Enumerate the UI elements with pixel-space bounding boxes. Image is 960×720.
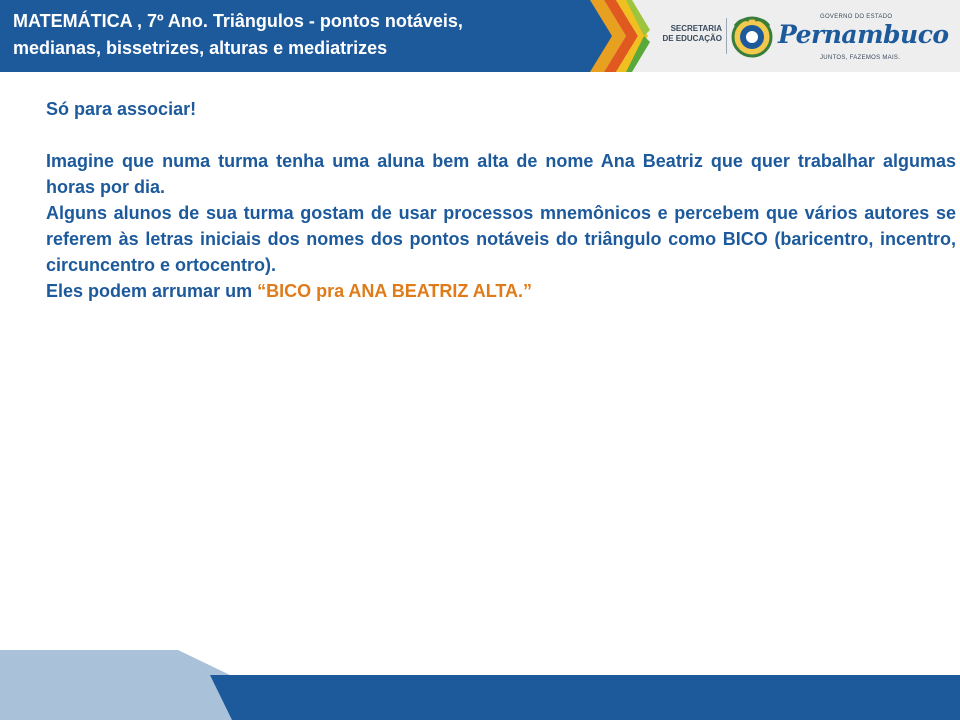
pernambuco-wordmark: Pernambuco: [778, 20, 949, 49]
secretaria-label: [660, 24, 722, 44]
paragraph-bico-prefix: Eles podem arrumar um: [46, 281, 258, 301]
title-banner: [0, 0, 600, 72]
chevron-arrows-icon: [560, 0, 650, 72]
bico-mnemonic-highlight: “BICO pra ANA BEATRIZ ALTA.”: [257, 281, 533, 301]
slide-title: [13, 8, 573, 62]
slide-title-line1: MATEMÁTICA , 7º Ano. Triângulos - pontos notáveis,: [13, 11, 463, 31]
slide-content: [46, 96, 956, 304]
logo-divider: [726, 18, 727, 54]
secretaria-line2: DE EDUCAÇÃO: [662, 34, 722, 43]
footer-bar: [0, 650, 960, 720]
slide-title-line2: medianas, bissetrizes, alturas e mediatrizes: [13, 38, 388, 58]
content-heading: Só para associar!: [46, 99, 197, 119]
pernambuco-seal-icon: [731, 16, 773, 58]
paragraph-mnemonic: Alguns alunos de sua turma gostam de usar processos mnemônicos e percebem que vários autores se referem às letras iniciais dos nomes dos pontos notáveis do triângulo como BICO (baricentro, incentro, circuncentro e ortocentro).: [46, 203, 956, 275]
governo-label: GOVERNO DO ESTADO: [820, 14, 893, 20]
secretaria-line1: SECRETARIA: [670, 24, 722, 33]
slide-header: [0, 0, 960, 72]
paragraph-bico: [46, 278, 956, 304]
paragraph-ana-beatriz: Imagine que numa turma tenha uma aluna bem alta de nome Ana Beatriz que quer trabalhar algumas horas por dia.: [46, 151, 956, 197]
government-slogan: JUNTOS, FAZEMOS MAIS.: [820, 55, 901, 61]
